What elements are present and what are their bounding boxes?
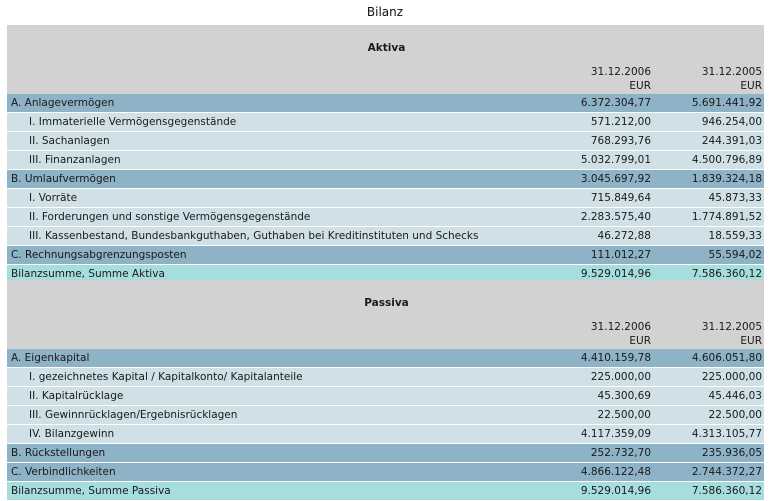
value-2005: 18.559,33 <box>653 227 764 246</box>
row-label: II. Forderungen und sonstige Vermögensgegenstände <box>7 208 542 227</box>
value-2006: 9.529.014,96 <box>542 482 653 501</box>
value-2006: 6.372.304,77 <box>542 94 653 113</box>
value-2006: 715.849,64 <box>542 189 653 208</box>
row-label: A. Eigenkapital <box>7 349 542 368</box>
row-label: B. Umlaufvermögen <box>7 170 542 189</box>
value-2005: 45.446,03 <box>653 387 764 406</box>
group-row <box>7 349 764 368</box>
group-row <box>7 246 764 265</box>
row-label: IV. Bilanzgewinn <box>7 425 542 444</box>
item-row <box>7 406 764 425</box>
item-row <box>7 387 764 406</box>
value-2006: 225.000,00 <box>542 368 653 387</box>
row-label: Bilanzsumme, Summe Passiva <box>7 482 542 501</box>
value-2005: 2.744.372,27 <box>653 463 764 482</box>
value-2006: 111.012,27 <box>542 246 653 265</box>
row-label: I. gezeichnetes Kapital / Kapitalkonto/ Kapitalanteile <box>7 368 542 387</box>
value-2005: 4.606.051,80 <box>653 349 764 368</box>
value-2005: 55.594,02 <box>653 246 764 265</box>
page-title: Bilanz <box>366 5 404 19</box>
item-row <box>7 151 764 170</box>
column-currency-2006: EUR <box>542 334 653 349</box>
column-currency-2005: EUR <box>653 334 764 349</box>
section-heading: Passiva <box>7 294 764 312</box>
value-2006: 4.117.359,09 <box>542 425 653 444</box>
row-label: B. Rückstellungen <box>7 444 542 463</box>
item-row <box>7 132 764 151</box>
value-2005: 7.586.360,12 <box>653 482 764 501</box>
value-2006: 2.283.575,40 <box>542 208 653 227</box>
value-2005: 22.500,00 <box>653 406 764 425</box>
item-row <box>7 368 764 387</box>
column-date-2006: 31.12.2006 <box>542 65 653 79</box>
aktiva-table <box>7 25 764 284</box>
value-2005: 1.774.891,52 <box>653 208 764 227</box>
row-label: Bilanzsumme, Summe Aktiva <box>7 265 542 284</box>
row-label: C. Verbindlichkeiten <box>7 463 542 482</box>
value-2005: 5.691.441,92 <box>653 94 764 113</box>
item-row <box>7 189 764 208</box>
group-row <box>7 444 764 463</box>
total-row <box>7 482 764 501</box>
value-2005: 946.254,00 <box>653 113 764 132</box>
column-currency-2006: EUR <box>542 79 653 94</box>
row-label: C. Rechnungsabgrenzungsposten <box>7 246 542 265</box>
value-2006: 4.410.159,78 <box>542 349 653 368</box>
value-2005: 7.586.360,12 <box>653 265 764 284</box>
item-row <box>7 227 764 246</box>
row-label: III. Finanzanlagen <box>7 151 542 170</box>
value-2005: 1.839.324,18 <box>653 170 764 189</box>
column-currency-2005: EUR <box>653 79 764 94</box>
value-2005: 4.500.796,89 <box>653 151 764 170</box>
row-label: III. Gewinnrücklagen/Ergebnisrücklagen <box>7 406 542 425</box>
value-2006: 9.529.014,96 <box>542 265 653 284</box>
value-2005: 4.313.105,77 <box>653 425 764 444</box>
column-date-2005: 31.12.2005 <box>653 65 764 79</box>
value-2005: 244.391,03 <box>653 132 764 151</box>
item-row <box>7 113 764 132</box>
group-row <box>7 463 764 482</box>
group-row <box>7 170 764 189</box>
row-label: I. Immaterielle Vermögensgegenstände <box>7 113 542 132</box>
value-2005: 225.000,00 <box>653 368 764 387</box>
value-2006: 46.272,88 <box>542 227 653 246</box>
column-date-2006: 31.12.2006 <box>542 320 653 334</box>
item-row <box>7 208 764 227</box>
value-2006: 252.732,70 <box>542 444 653 463</box>
row-label: I. Vorräte <box>7 189 542 208</box>
value-2006: 571.212,00 <box>542 113 653 132</box>
value-2006: 4.866.122,48 <box>542 463 653 482</box>
value-2005: 235.936,05 <box>653 444 764 463</box>
row-label: II. Sachanlagen <box>7 132 542 151</box>
passiva-table <box>7 280 764 501</box>
group-row <box>7 94 764 113</box>
row-label: II. Kapitalrücklage <box>7 387 542 406</box>
column-date-2005: 31.12.2005 <box>653 320 764 334</box>
value-2006: 5.032.799,01 <box>542 151 653 170</box>
value-2006: 3.045.697,92 <box>542 170 653 189</box>
value-2005: 45.873,33 <box>653 189 764 208</box>
section-heading: Aktiva <box>7 39 764 57</box>
value-2006: 22.500,00 <box>542 406 653 425</box>
value-2006: 768.293,76 <box>542 132 653 151</box>
row-label: III. Kassenbestand, Bundesbankguthaben, Guthaben bei Kreditinstituten und Schecks <box>7 227 542 246</box>
value-2006: 45.300,69 <box>542 387 653 406</box>
row-label: A. Anlagevermögen <box>7 94 542 113</box>
item-row <box>7 425 764 444</box>
